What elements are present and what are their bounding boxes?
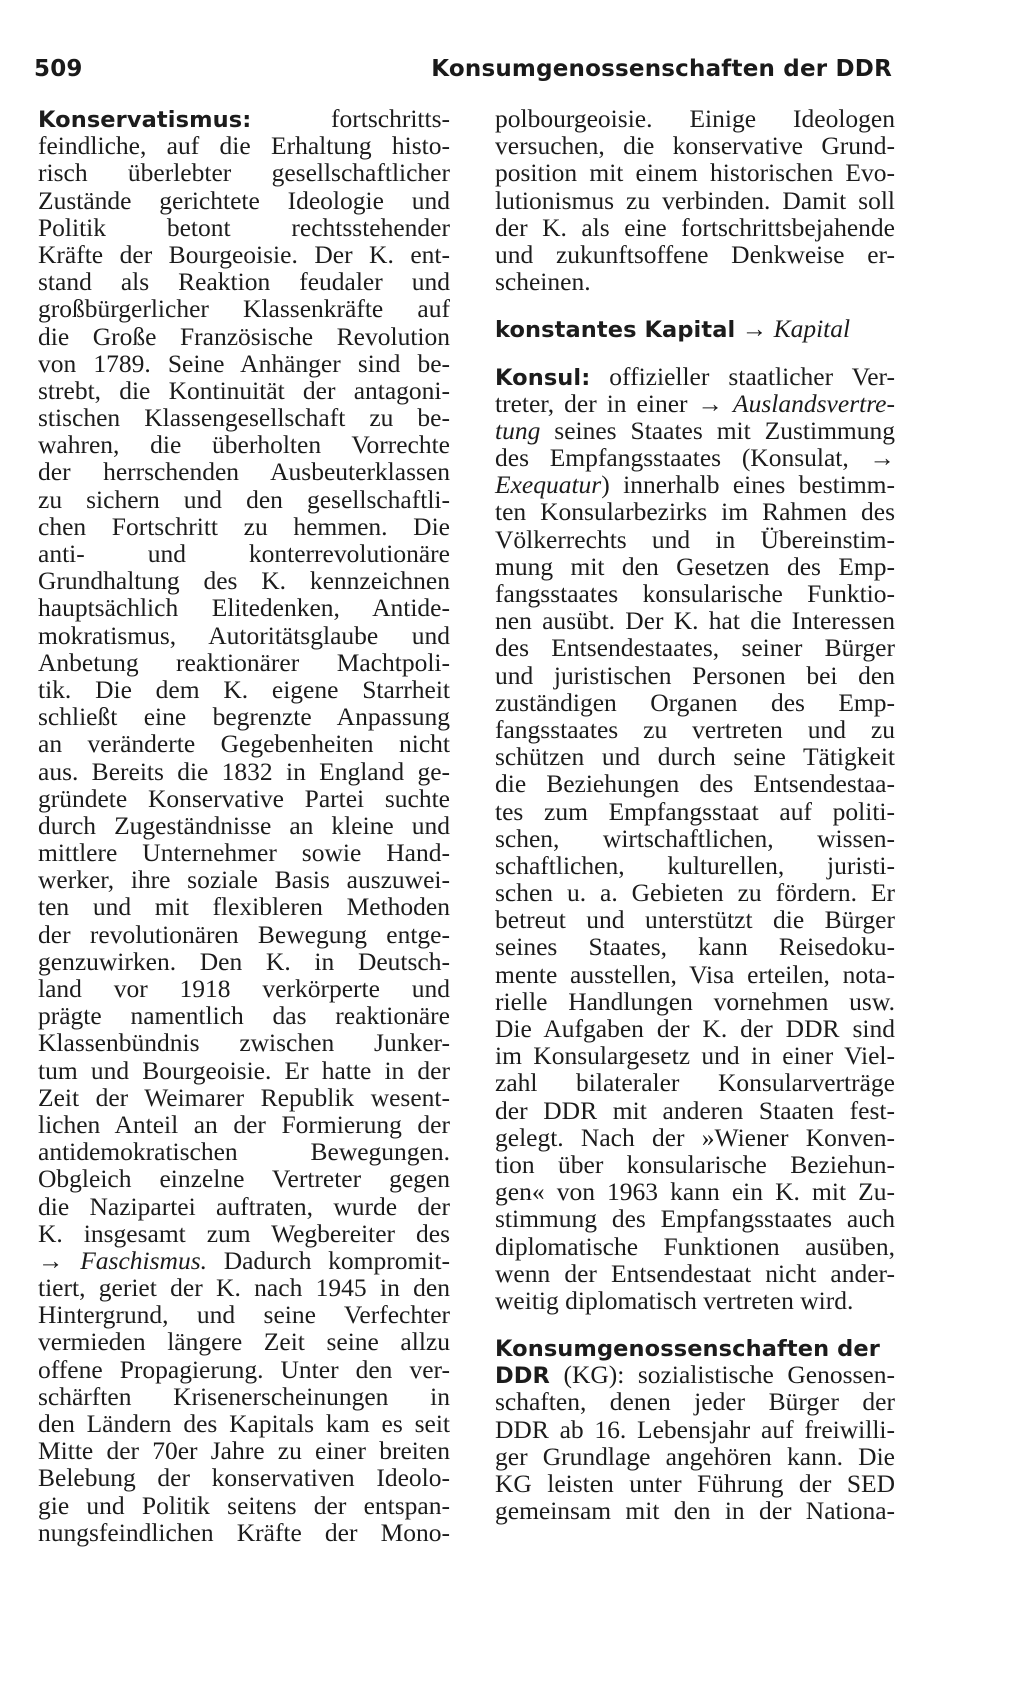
text-line: [495, 1287, 895, 1314]
text-segment: gelegt. Nach der »Wiener Konven-: [495, 1122, 895, 1152]
text-segment: mokratismus, Autoritätsglaube und: [38, 620, 450, 650]
text-line: [38, 812, 450, 839]
text-segment: prägte namentlich das reaktionäre: [38, 1001, 450, 1031]
text-segment: feindliche, auf die Erhaltung histo-: [38, 131, 450, 161]
left-text-column: [38, 105, 450, 1546]
text-segment: Die Aufgaben der K. der DDR sind: [495, 1014, 895, 1043]
text-line: [495, 743, 895, 770]
text-segment: K. insgesamt zum Wegbereiter des: [38, 1218, 450, 1248]
text-segment: die Große Französische Revolution: [38, 321, 450, 351]
text-line: [495, 471, 895, 498]
text-line: [38, 1274, 450, 1301]
text-line: [38, 649, 450, 676]
text-line: [38, 1002, 450, 1029]
text-segment: Politik betont rechtsstehender: [38, 212, 450, 242]
text-line: [495, 187, 895, 214]
text-line: [495, 1069, 895, 1096]
text-line: [495, 580, 895, 607]
text-line: [38, 1111, 450, 1138]
text-line: [495, 1260, 895, 1287]
text-line: [38, 1328, 450, 1355]
text-line: [38, 1193, 450, 1220]
text-line: [38, 513, 450, 540]
text-line: [495, 1233, 895, 1260]
text-segment: stand als Reaktion feudaler und: [38, 267, 450, 297]
text-line: [38, 1029, 450, 1056]
text-line: [495, 268, 895, 295]
text-line: [38, 377, 450, 404]
entry-spacer: [495, 1314, 895, 1334]
text-line: [495, 417, 895, 444]
text-segment: fortschritts-: [251, 104, 450, 133]
text-line: [495, 1334, 895, 1361]
text-segment: seines Staates, kann Reisedoku-: [495, 932, 895, 962]
text-line: [495, 553, 895, 580]
text-segment: KG leisten unter Führung der SED: [495, 1469, 895, 1498]
text-line: [495, 961, 895, 988]
text-segment: den Ländern des Kapitals kam es seit: [38, 1409, 450, 1438]
text-segment: tion über konsularische Beziehun-: [495, 1149, 895, 1179]
text-segment: Zeit der Weimarer Republik wesent-: [38, 1082, 450, 1112]
text-segment: strebt, die Kontinuität der antagoni-: [38, 375, 450, 405]
text-segment: vermieden längere Zeit seine allzu: [38, 1327, 450, 1357]
text-line: [495, 1443, 895, 1470]
text-line: [495, 1015, 895, 1042]
text-line: [495, 1042, 895, 1069]
text-line: [495, 798, 895, 825]
text-line: [38, 132, 450, 159]
text-line: [495, 607, 895, 634]
right-text-column: [495, 105, 895, 1524]
text-line: [38, 159, 450, 186]
text-segment: Mitte der 70er Jahre zu einer breiten: [38, 1436, 450, 1466]
text-line: [495, 1151, 895, 1178]
text-segment: der DDR mit anderen Staaten fest-: [495, 1095, 895, 1125]
text-line: [495, 1388, 895, 1415]
text-segment: Kräfte der Bourgeoisie. Der K. ent-: [38, 239, 450, 269]
text-segment: Grundhaltung des K. kennzeichnen: [38, 566, 450, 596]
text-segment: position mit einem historischen Evo-: [495, 158, 895, 188]
text-segment: schützen und durch seine Tätigkeit: [495, 742, 895, 772]
text-line: [495, 716, 895, 743]
text-line: [38, 1247, 450, 1274]
text-segment: chen Fortschritt zu hemmen. Die: [38, 511, 450, 541]
entry-spacer: [495, 295, 895, 315]
text-line: [38, 295, 450, 322]
text-segment: anti- und konterrevolutionäre: [38, 539, 450, 568]
text-segment: der K. als eine fortschrittsbejahende: [495, 212, 895, 242]
text-line: [38, 431, 450, 458]
text-segment: lutionismus zu verbinden. Damit soll: [495, 185, 895, 215]
text-line: [38, 323, 450, 350]
text-line: [495, 105, 895, 132]
page-header: [34, 56, 892, 92]
text-line: [38, 486, 450, 513]
text-line: [38, 730, 450, 757]
text-line: [38, 785, 450, 812]
text-segment: polbourgeoisie. Einige Ideologen: [495, 104, 895, 133]
text-segment: (KG): sozialistische Genossen-: [549, 1360, 895, 1390]
text-line: [495, 444, 895, 471]
text-segment: Klassenbündnis zwischen Junker-: [38, 1028, 450, 1058]
text-segment: mung mit den Gesetzen des Emp-: [495, 551, 895, 581]
text-segment: fangsstaates konsularische Funktio-: [495, 579, 895, 608]
text-line: [38, 187, 450, 214]
text-segment: zu sichern und den gesellschaftli-: [38, 484, 450, 514]
text-line: [495, 159, 895, 186]
text-segment: zahl bilateraler Konsularverträge: [495, 1068, 895, 1098]
text-line: [38, 1301, 450, 1328]
entry-headword: DDR: [495, 1363, 550, 1390]
text-segment: antidemokratischen Bewegungen.: [38, 1137, 450, 1167]
text-line: [38, 214, 450, 241]
text-line: [38, 268, 450, 295]
text-line: [38, 1383, 450, 1410]
text-line: [495, 1470, 895, 1497]
text-segment: nen ausübt. Der K. hat die Interessen: [495, 606, 895, 636]
text-segment: tik. Die dem K. eigene Starrheit: [38, 674, 450, 704]
text-line: [495, 315, 895, 342]
text-line: [495, 1497, 895, 1524]
text-segment: Anbetung reaktionärer Machtpoli-: [38, 647, 450, 677]
text-segment: und juristischen Personen bei den: [495, 660, 895, 690]
text-line: [495, 662, 895, 689]
text-line: [495, 214, 895, 241]
text-line: [38, 1220, 450, 1247]
text-line: [38, 404, 450, 431]
text-segment: im Konsulargesetz und in einer Viel-: [495, 1041, 895, 1071]
text-line: [38, 1437, 450, 1464]
text-line: [495, 390, 895, 417]
text-segment: schließt eine begrenzte Anpassung: [38, 702, 450, 732]
text-segment: diplomatische Funktionen ausüben,: [495, 1231, 895, 1261]
text-segment: versuchen, die konservative Grund-: [495, 131, 895, 161]
text-line: [38, 1410, 450, 1437]
text-line: [38, 567, 450, 594]
text-line: [38, 350, 450, 377]
text-segment: großbürgerlicher Klassenkräfte auf: [38, 294, 450, 324]
text-line: [38, 948, 450, 975]
cross-reference: Auslandsvertre-: [733, 388, 895, 418]
text-line: [38, 1356, 450, 1383]
text-segment: rielle Handlungen vornehmen usw.: [495, 986, 895, 1016]
text-segment: stischen Klassengesellschaft zu be-: [38, 403, 450, 433]
text-line: [495, 988, 895, 1015]
text-segment: ten und mit flexibleren Methoden: [38, 892, 450, 922]
text-segment: werker, ihre soziale Basis auszuwei-: [38, 865, 450, 895]
text-line: [38, 622, 450, 649]
text-segment: land vor 1918 verkörperte und: [38, 974, 450, 1003]
text-segment: Zustände gerichtete Ideologie und: [38, 185, 450, 215]
text-line: [38, 893, 450, 920]
text-segment: schärften Krisenerscheinungen in: [38, 1381, 450, 1411]
text-line: [38, 676, 450, 703]
text-segment: fangsstaates zu vertreten und zu: [495, 714, 895, 744]
text-line: [495, 689, 895, 716]
text-segment: von 1789. Seine Anhänger sind be-: [38, 348, 450, 378]
cross-reference: Faschismus.: [80, 1245, 207, 1275]
text-segment: lichen Anteil an der Formierung der: [38, 1109, 450, 1139]
cross-reference: Exequatur: [495, 470, 602, 500]
text-segment: tiert, geriet der K. nach 1945 in den: [38, 1273, 450, 1303]
text-line: [38, 105, 450, 132]
text-segment: der herrschenden Ausbeuterklassen: [38, 457, 450, 487]
text-segment: seines Staates mit Zustimmung: [540, 415, 895, 445]
text-line: [495, 132, 895, 159]
text-segment: weitig diplomatisch vertreten wird.: [495, 1285, 854, 1315]
text-segment: an veränderte Gegebenheiten nicht: [38, 729, 450, 759]
text-segment: risch überlebter gesellschaftlicher: [38, 158, 450, 188]
text-line: [495, 879, 895, 906]
text-line: [495, 906, 895, 933]
text-line: [38, 1519, 450, 1546]
text-segment: stimmung des Empfangsstaates auch: [495, 1204, 895, 1234]
text-line: [38, 540, 450, 567]
text-segment: hauptsächlich Elitedenken, Antide-: [38, 593, 450, 623]
text-segment: scheinen.: [495, 267, 591, 297]
text-line: [38, 1138, 450, 1165]
text-segment: wahren, die überholten Vorrechte: [38, 430, 450, 460]
text-segment: genzuwirken. Den K. in Deutsch-: [38, 946, 450, 976]
text-line: [495, 363, 895, 390]
text-segment: gründete Konservative Partei suchte: [38, 783, 450, 813]
text-line: [38, 1492, 450, 1519]
text-line: [495, 1361, 895, 1388]
text-segment: nungsfeindlichen Kräfte der Mono-: [38, 1517, 450, 1547]
text-segment: und zukunftsoffene Denkweise er-: [495, 239, 895, 269]
text-segment: gemeinsam mit den in der Nationa-: [495, 1496, 895, 1526]
cross-reference: tung: [495, 415, 541, 445]
entry-headword: Konsul:: [495, 364, 591, 391]
text-segment: ) innerhalb eines bestimm-: [601, 470, 895, 500]
entry-headword: Konsumgenossenschaften der: [495, 1336, 880, 1363]
running-head: Konsumgenossenschaften der DDR: [431, 56, 892, 82]
text-line: [38, 1057, 450, 1084]
text-segment: treter, der in einer →: [495, 388, 734, 418]
text-line: [38, 1165, 450, 1192]
text-line: [495, 1205, 895, 1232]
text-segment: →: [735, 314, 774, 344]
text-segment: Obgleich einzelne Vertreter gegen: [38, 1164, 450, 1194]
text-line: [495, 526, 895, 553]
text-segment: durch Zugeständnisse an kleine und: [38, 810, 450, 840]
text-segment: schen, wirtschaftlichen, wissen-: [495, 823, 895, 853]
entry-spacer: [495, 343, 895, 363]
text-line: [495, 498, 895, 525]
text-segment: mittlere Unternehmer sowie Hand-: [38, 838, 450, 868]
text-segment: schaftlichen, kulturellen, juristi-: [495, 850, 895, 880]
page-number: 509: [34, 56, 83, 82]
text-segment: tum und Bourgeoisie. Er hatte in der: [38, 1055, 450, 1085]
text-line: [495, 241, 895, 268]
cross-reference: Kapital: [773, 314, 851, 344]
text-line: [495, 852, 895, 879]
text-segment: ger Grundlage angehören kann. Die: [495, 1441, 895, 1471]
text-segment: Dadurch kompromit-: [207, 1245, 451, 1275]
text-segment: betreut und unterstützt die Bürger: [495, 905, 895, 935]
text-line: [38, 241, 450, 268]
text-segment: offizieller staatlicher Ver-: [590, 361, 895, 391]
text-segment: wenn der Entsendestaat nicht ander-: [495, 1258, 895, 1288]
entry-headword: konstantes Kapital: [495, 317, 736, 344]
text-line: [38, 921, 450, 948]
text-segment: tes zum Empfangsstaat auf politi-: [495, 796, 895, 826]
text-line: [38, 594, 450, 621]
text-segment: der revolutionären Bewegung entge-: [38, 919, 450, 949]
text-line: [495, 770, 895, 797]
text-segment: schen u. a. Gebieten zu fördern. Er: [495, 878, 895, 908]
text-segment: offene Propagierung. Unter den ver-: [38, 1354, 450, 1384]
entry-headword: Konservatismus:: [38, 107, 252, 133]
text-line: [495, 933, 895, 960]
text-line: [495, 1124, 895, 1151]
text-segment: mente ausstellen, Visa erteilen, nota-: [495, 959, 895, 989]
text-line: [38, 866, 450, 893]
text-segment: des Entsendestaates, seiner Bürger: [495, 633, 895, 663]
text-line: [38, 703, 450, 730]
text-line: [38, 458, 450, 485]
text-line: [495, 825, 895, 852]
text-line: [38, 1464, 450, 1491]
text-segment: aus. Bereits die 1832 in England ge-: [38, 756, 450, 786]
text-line: [38, 839, 450, 866]
text-segment: Völkerrechts und in Übereinstim-: [495, 524, 895, 554]
text-line: [38, 975, 450, 1002]
text-segment: Belebung der konservativen Ideolo-: [38, 1463, 450, 1493]
text-segment: zuständigen Organen des Emp-: [495, 687, 895, 717]
text-segment: die Nazipartei auftraten, wurde der: [38, 1191, 450, 1221]
text-line: [495, 1416, 895, 1443]
text-segment: des Empfangsstaates (Konsulat, →: [495, 443, 895, 473]
text-segment: DDR ab 16. Lebensjahr auf freiwilli-: [495, 1414, 895, 1444]
text-line: [38, 758, 450, 785]
text-line: [495, 1178, 895, 1205]
text-segment: →: [38, 1245, 81, 1275]
text-segment: ten Konsularbezirks im Rahmen des: [495, 497, 895, 527]
text-line: [38, 1084, 450, 1111]
text-line: [495, 1097, 895, 1124]
text-segment: gie und Politik seitens der entspan-: [38, 1490, 450, 1520]
text-segment: gen« von 1963 kann ein K. mit Zu-: [495, 1177, 895, 1207]
text-segment: die Beziehungen des Entsendestaa-: [495, 769, 895, 799]
text-line: [495, 634, 895, 661]
text-segment: schaften, denen jeder Bürger der: [495, 1387, 895, 1417]
text-segment: Hintergrund, und seine Verfechter: [38, 1300, 450, 1330]
